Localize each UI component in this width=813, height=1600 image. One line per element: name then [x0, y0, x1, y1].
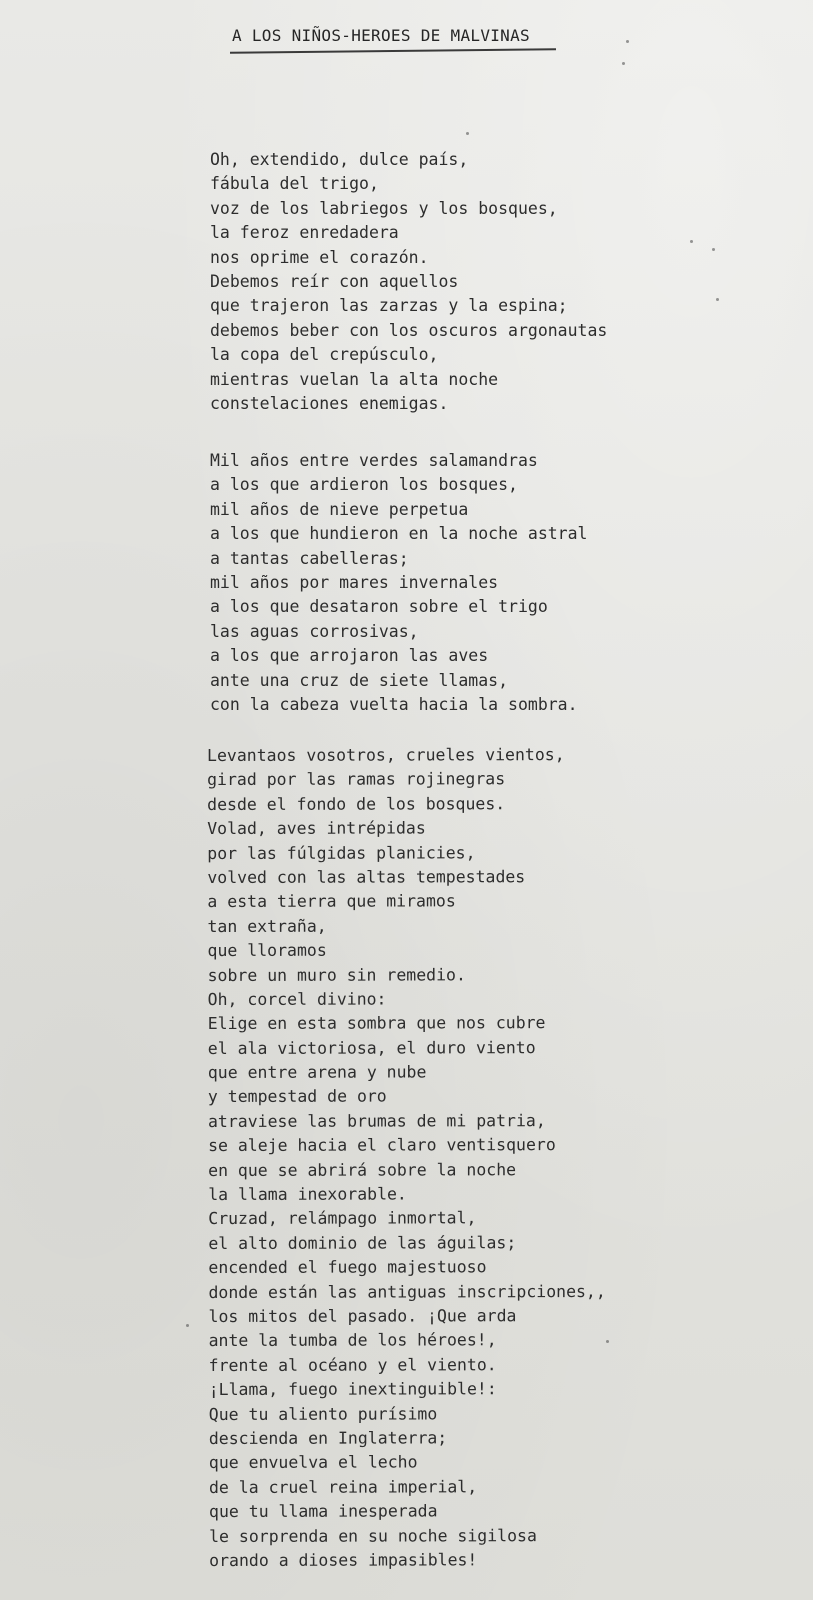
- poem-line: voz de los labriegos y los bosques,: [210, 198, 558, 218]
- poem-line: a los que hundieron en la noche astral: [210, 524, 588, 544]
- poem-line: y tempestad de oro: [207, 1086, 387, 1107]
- poem-line: constelaciones enemigas.: [210, 393, 449, 413]
- poem-line: la copa del crepúsculo,: [210, 345, 439, 365]
- ink-speck: [626, 40, 629, 43]
- stanza-3: [207, 743, 607, 1573]
- poem-line: le sorprenda en su noche sigilosa: [209, 1525, 537, 1546]
- ink-speck: [606, 1340, 609, 1343]
- poem-line: orando a dioses impasibles!: [209, 1550, 478, 1570]
- poem-line: debemos beber con los oscuros argonautas: [210, 320, 608, 340]
- poem-line: girad por las ramas rojinegras: [207, 769, 506, 790]
- poem-line: mil años de nieve perpetua: [210, 499, 469, 519]
- poem-line: que tu llama inesperada: [208, 1501, 438, 1522]
- poem-line: el ala victoriosa, el duro viento: [207, 1037, 536, 1058]
- poem-line: a los que desataron sobre el trigo: [210, 597, 548, 617]
- poem-line: mil años por mares invernales: [210, 572, 499, 592]
- poem-line: Debemos reír con aquellos: [210, 271, 459, 291]
- poem-line: que trajeron las zarzas y la espina;: [210, 296, 568, 316]
- ink-speck: [712, 248, 715, 251]
- poem-line: las aguas corrosivas,: [210, 621, 419, 641]
- poem-line: Volad, aves intrépidas: [207, 818, 426, 839]
- poem-line: fábula del trigo,: [210, 174, 379, 194]
- ink-speck: [186, 1324, 189, 1327]
- poem-line: Oh, extendido, dulce país,: [210, 150, 469, 169]
- ink-speck: [716, 298, 719, 301]
- poem-line: descienda en Inglaterra;: [208, 1428, 448, 1448]
- poem-line: encended el fuego majestuoso: [208, 1257, 487, 1278]
- poem-line: la llama inexorable.: [208, 1184, 407, 1205]
- poem-line: volved con las altas tempestades: [207, 867, 526, 887]
- poem-line: frente al océano y el viento.: [208, 1355, 497, 1375]
- poem-title: A LOS NIÑOS-HEROES DE MALVINAS: [232, 26, 530, 45]
- poem-line: desde el fondo de los bosques.: [207, 794, 506, 814]
- poem-line: a esta tierra que miramos: [207, 891, 456, 912]
- stanza-2: [210, 449, 588, 717]
- poem-line: Levantaos vosotros, crueles vientos,: [207, 745, 565, 765]
- poem-line: atraviese las brumas de mi patria,: [207, 1110, 546, 1131]
- title-underline: [230, 48, 556, 53]
- poem-line: donde están las antiguas inscripciones,,: [208, 1281, 606, 1302]
- stanza-1: [210, 148, 607, 416]
- poem-line: Oh, corcel divino:: [207, 989, 387, 1009]
- poem-line: Mil años entre verdes salamandras: [210, 451, 538, 470]
- ink-speck: [690, 240, 693, 243]
- poem-line: en que se abrirá sobre la noche: [208, 1159, 517, 1180]
- poem-line: a tantas cabelleras;: [210, 548, 409, 568]
- poem-line: tan extraña,: [207, 916, 327, 936]
- poem-line: Elige en esta sombra que nos cubre: [207, 1013, 546, 1034]
- poem-line: los mitos del pasado. ¡Que arda: [208, 1306, 517, 1326]
- poem-line: Que tu aliento purísimo: [208, 1403, 438, 1424]
- poem-line: mientras vuelan la alta noche: [210, 369, 499, 389]
- poem-line: Cruzad, relámpago inmortal,: [208, 1208, 477, 1229]
- poem-line: que entre arena y nube: [207, 1062, 427, 1083]
- poem-line: ante una cruz de siete llamas,: [210, 670, 509, 690]
- poem-line: que lloramos: [207, 940, 327, 961]
- ink-speck: [622, 62, 625, 65]
- poem-line: a los que ardieron los bosques,: [210, 475, 518, 495]
- poem-line: por las fúlgidas planicies,: [207, 842, 476, 863]
- poem-line: a los que arrojaron las aves: [210, 646, 489, 666]
- poem-line: que envuelva el lecho: [208, 1452, 418, 1473]
- poem-line: nos oprime el corazón.: [210, 247, 429, 267]
- poem-line: ante la tumba de los héroes!,: [208, 1330, 497, 1351]
- poem-line: el alto dominio de las águilas;: [208, 1233, 517, 1253]
- poem-line: de la cruel reina imperial,: [208, 1477, 478, 1497]
- poem-line: la feroz enredadera: [210, 223, 399, 243]
- poem-line: ¡Llama, fuego inextinguible!:: [208, 1379, 497, 1400]
- poem-line: sobre un muro sin remedio.: [207, 964, 466, 985]
- poem-line: con la cabeza vuelta hacia la sombra.: [210, 694, 578, 714]
- ink-speck: [466, 132, 469, 135]
- poem-line: se aleje hacia el claro ventisquero: [208, 1135, 556, 1156]
